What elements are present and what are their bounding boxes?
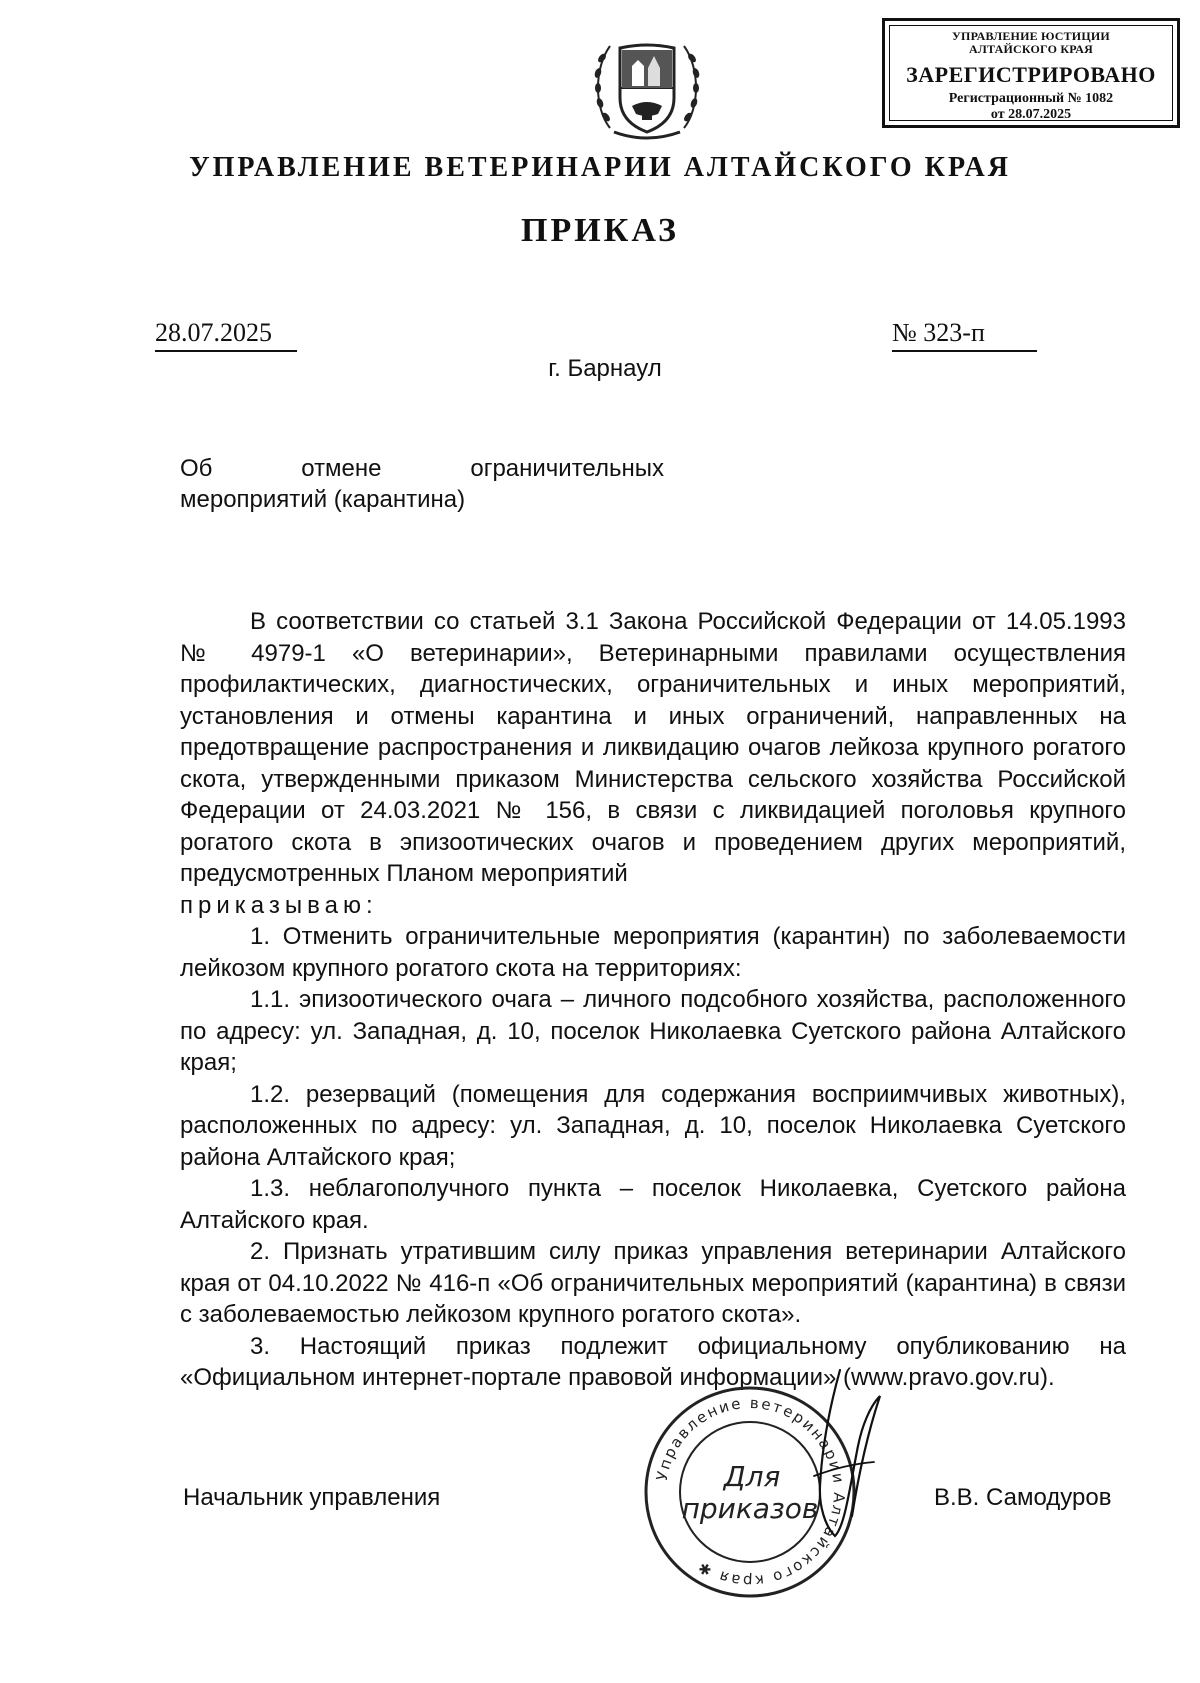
item-3: 3. Настоящий приказ подлежит официальному опубликованию на «Официальном интернет-портале правовой информации» (www.pravo.gov.ru).: [180, 1332, 1126, 1391]
registration-date: от 28.07.2025: [990, 107, 1072, 122]
item-2: 2. Признать утратившим силу приказ управления ветеринарии Алтайского края от 04.10.2022 № 416-п «Об ограничительных мероприятий (карантина) в связи с заболеваемостью лейкозом крупного рогатого скота».: [180, 1238, 1126, 1328]
preamble-paragraph: В соответствии со статьей 3.1 Закона Российской Федерации от 14.05.1993 № 4979-1 «О ветеринарии», Ветеринарными правилами осуществления профилактических, диагностических, ограничительных и иных мероприятий, установления и отмены карантина и иных ограничений, направленных на предотвращение распространения и ликвидацию очагов лейкоза крупного рогатого скота, утвержденными приказом Министерства сельского хозяйства Российской Федерации от 24.03.2021 № 156, в связи с ликвидацией поголовья крупного рогатого скота в эпизоотических очагов и проведением других мероприятий, предусмотренных Планом мероприятий: [180, 608, 1126, 887]
registration-org-line1: УПРАВЛЕНИЕ ЮСТИЦИИ: [952, 29, 1110, 43]
item-1-3: 1.3. неблагополучного пункта – поселок Николаевка, Суетского района Алтайского края.: [180, 1175, 1126, 1234]
registration-number: Регистрационный № 1082: [948, 91, 1114, 106]
svg-text:Управление ветеринарии Алтайск: Управление ветеринарии Алтайского края ✱: [652, 1393, 849, 1591]
document-body: [180, 606, 1126, 1394]
altai-krai-coat-of-arms-icon: [588, 28, 706, 146]
order-word: приказываю:: [180, 891, 378, 919]
registration-org-line2: АЛТАЙСКОГО КРАЯ: [969, 42, 1093, 56]
document-date: 28.07.2025: [155, 318, 297, 352]
item-1: 1. Отменить ограничительные мероприятия (карантин) по заболеваемости лейкозом крупного рогатого скота на территориях:: [180, 923, 1126, 982]
svg-text:приказов: приказов: [681, 1492, 819, 1525]
registration-stamp: [882, 18, 1180, 128]
registration-org: [890, 30, 1172, 56]
document-subject: [180, 453, 664, 515]
organization-title: УПРАВЛЕНИЕ ВЕТЕРИНАРИИ АЛТАЙСКОГО КРАЯ: [189, 152, 1011, 183]
document-city: г. Барнаул: [548, 355, 662, 382]
svg-text:Для: Для: [723, 1460, 781, 1493]
item-1-2: 1.2. резерваций (помещения для содержания восприимчивых животных), расположенных по адресу: ул. Западная, д. 10, поселок Николаевка Суетского района Алтайского края;: [180, 1080, 1126, 1171]
subject-line2: мероприятий (карантина): [180, 486, 466, 513]
document-number: № 323-п: [892, 318, 1037, 352]
registration-stamp-frame: [889, 25, 1173, 121]
registration-status: ЗАРЕГИСТРИРОВАНО: [906, 62, 1156, 87]
handwritten-signature: [800, 1366, 890, 1546]
document-type: ПРИКАЗ: [521, 212, 679, 249]
signer-name: В.В. Самодуров: [934, 1484, 1112, 1511]
item-1-1: 1.1. эпизоотического очага – личного подсобного хозяйства, расположенного по адресу: ул. Западная, д. 10, поселок Николаевка Суетского района Алтайского края;: [180, 986, 1126, 1076]
subject-line1: Об отмене ограничительных: [180, 455, 664, 482]
signer-position: Начальник управления: [183, 1484, 441, 1511]
